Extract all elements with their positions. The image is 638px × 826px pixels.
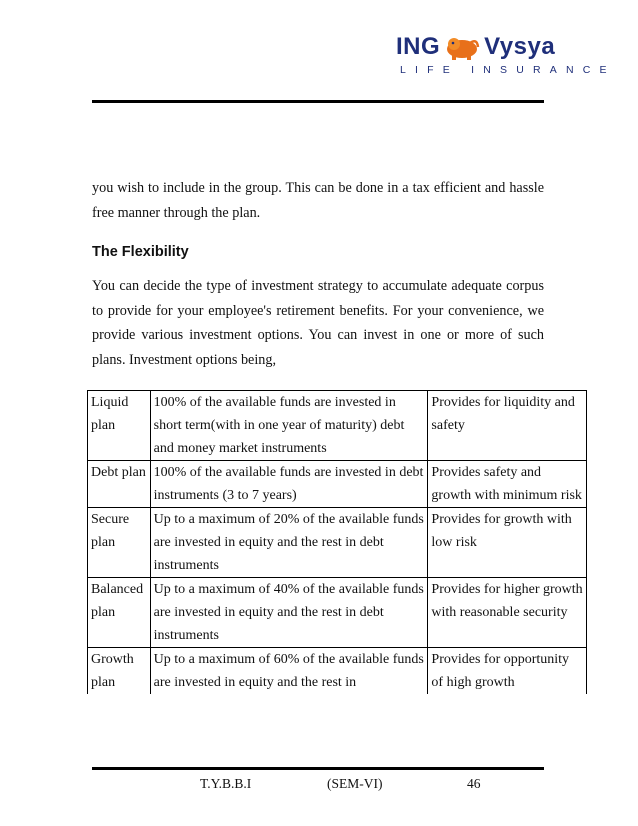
plan-name-cell: Debt plan bbox=[88, 461, 151, 508]
plan-description-cell: 100% of the available funds are invested in short term(with in one year of maturity) debt and money market instruments bbox=[150, 391, 428, 461]
table-row bbox=[88, 461, 587, 508]
header-divider bbox=[92, 100, 544, 103]
logo-brand-right: Vysya bbox=[484, 33, 556, 60]
table-row bbox=[88, 508, 587, 578]
footer-semester: (SEM-VI) bbox=[327, 776, 383, 791]
flexibility-paragraph: You can decide the type of investment strategy to accumulate adequate corpus to provide for your employee's retirement benefits. For your convenience, we provide various investment options. You can invest in one or more of such plans. Investment options being, bbox=[92, 278, 544, 368]
plan-benefit-cell: Provides for higher growth with reasonable security bbox=[428, 578, 587, 648]
footer-course: T.Y.B.B.I bbox=[200, 776, 252, 791]
table-row bbox=[88, 391, 587, 461]
plan-name-cell: Secure plan bbox=[88, 508, 151, 578]
page-number: 46 bbox=[467, 776, 481, 791]
plan-description-cell: Up to a maximum of 40% of the available funds are invested in equity and the rest in debt instruments bbox=[150, 578, 428, 648]
plan-benefit-cell: Provides safety and growth with minimum risk bbox=[428, 461, 587, 508]
investment-options-table bbox=[87, 390, 587, 694]
plan-benefit-cell: Provides for opportunity of high growth bbox=[428, 648, 587, 695]
intro-paragraph: you wish to include in the group. This can be done in a tax efficient and hassle free manner through the plan. bbox=[92, 180, 544, 221]
lion-icon bbox=[444, 34, 480, 60]
plan-benefit-cell: Provides for growth with low risk bbox=[428, 508, 587, 578]
table-row bbox=[88, 578, 587, 648]
plan-benefit-cell: Provides for liquidity and safety bbox=[428, 391, 587, 461]
table-row bbox=[88, 648, 587, 695]
section-heading: The Flexibility bbox=[92, 244, 189, 260]
logo-brand-left: ING bbox=[396, 33, 441, 60]
plan-name-cell: Growth plan bbox=[88, 648, 151, 695]
plan-description-cell: Up to a maximum of 60% of the available funds are invested in equity and the rest in bbox=[150, 648, 428, 695]
logo-subtitle: LIFE INSURANCE bbox=[400, 64, 616, 76]
plan-description-cell: Up to a maximum of 20% of the available funds are invested in equity and the rest in debt instruments bbox=[150, 508, 428, 578]
plan-name-cell: Balanced plan bbox=[88, 578, 151, 648]
plan-name-cell: Liquid plan bbox=[88, 391, 151, 461]
footer-divider bbox=[92, 767, 544, 770]
company-logo bbox=[396, 30, 616, 82]
plan-description-cell: 100% of the available funds are invested in debt instruments (3 to 7 years) bbox=[150, 461, 428, 508]
